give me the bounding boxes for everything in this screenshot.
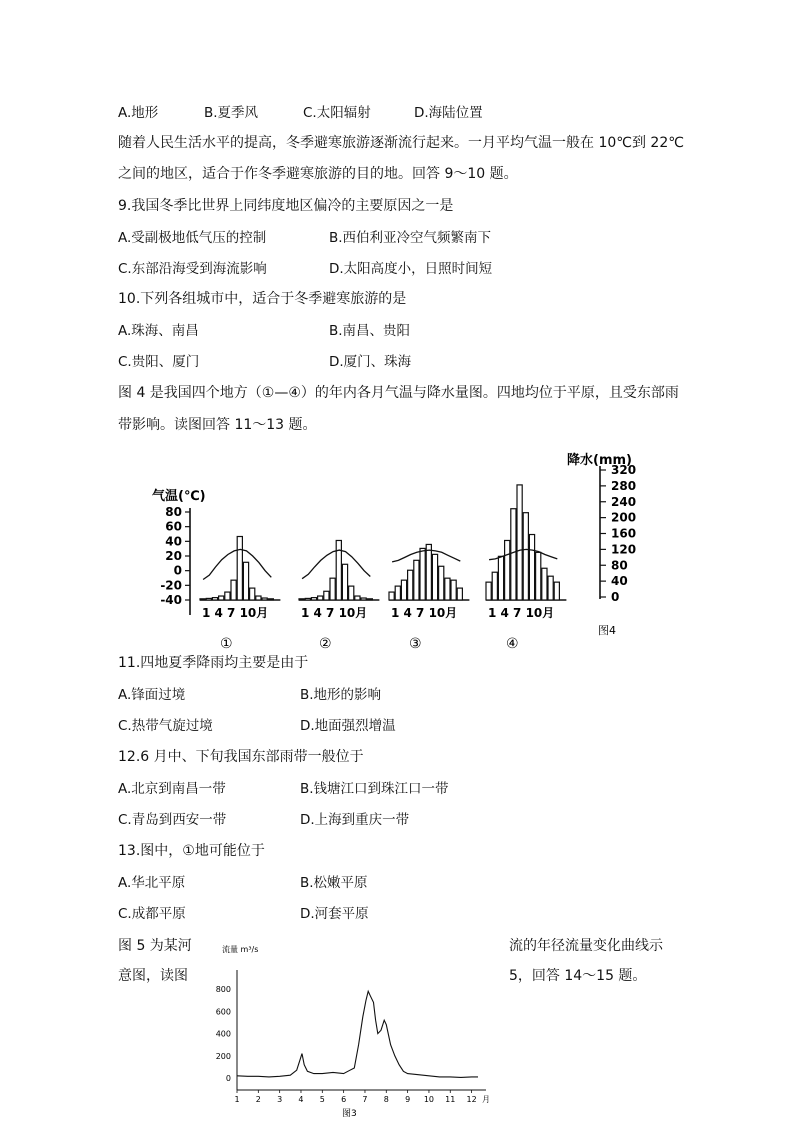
q8-option-b: B.夏季风 — [204, 105, 259, 121]
fig4-precip-bar — [548, 576, 553, 600]
fig5-x-tick-label: 11 — [445, 1095, 456, 1104]
fig4-precip-bar — [237, 537, 242, 601]
figure-4-climate-charts — [0, 440, 794, 655]
fig4-right-axis-title: 降水(mm) — [567, 453, 632, 468]
q11-stem: 11.四地夏季降雨均主要是由于 — [118, 655, 309, 671]
q11-option-c: C.热带气旋过境 — [118, 718, 213, 734]
fig4-panel-label: ② — [319, 636, 332, 652]
fig4-precip-bar — [250, 588, 255, 600]
fig4-precip-bar — [401, 580, 406, 600]
fig4-panel-4 — [486, 485, 566, 652]
fig4-left-tick-label: 0 — [173, 563, 182, 578]
intro-9-10-line1: 随着人民生活水平的提高，冬季避寒旅游逐渐流行起来。一月平均气温一般在 10℃到 22℃ — [118, 135, 684, 151]
fig4-right-tick-label: 160 — [611, 526, 637, 541]
fig4-precip-bar — [318, 596, 323, 600]
q13-stem: 13.图中，①地可能位于 — [118, 843, 265, 859]
fig4-precip-bar — [498, 556, 503, 600]
intro-11-13-line2: 带影响。读图回答 11～13 题。 — [118, 417, 317, 433]
fig5-y-tick-label: 0 — [225, 1074, 231, 1083]
fig4-right-tick-label: 120 — [611, 542, 637, 557]
intro-11-13-line1: 图 4 是我国四个地方（①—④）的年内各月气温与降水量图。四地均位于平原，且受东部雨 — [118, 385, 679, 401]
fig4-precip-bar — [256, 596, 261, 600]
fig4-precip-bar — [414, 560, 419, 600]
fig4-precip-bar — [439, 566, 444, 600]
fig4-precip-bar — [225, 592, 230, 600]
q11-option-a: A.锋面过境 — [118, 687, 186, 703]
fig4-precip-bar — [451, 580, 456, 600]
q12-option-d: D.上海到重庆一带 — [300, 812, 410, 828]
fig4-precip-bar — [311, 598, 316, 600]
fig4-precip-bar — [529, 535, 534, 600]
fig4-month-ticks: 1 4 7 10月 — [301, 606, 368, 620]
fig4-precip-bar — [219, 596, 224, 600]
fig5-y-tick-label: 800 — [215, 985, 231, 995]
fig5-y-tick-label: 200 — [215, 1051, 231, 1061]
intro-14-15-line2-left: 意图，读图 — [118, 968, 188, 984]
fig5-x-unit: 月 — [482, 1095, 490, 1104]
fig5-x-tick-label: 8 — [383, 1095, 389, 1104]
q13-option-d: D.河套平原 — [300, 906, 369, 922]
fig4-left-tick-label: -20 — [160, 578, 182, 593]
q10-option-d: D.厦门、珠海 — [329, 354, 412, 370]
fig4-right-tick-label: 40 — [611, 574, 628, 589]
fig4-precip-bar — [426, 544, 431, 600]
fig4-precip-bar — [212, 598, 217, 600]
fig4-precip-bar — [517, 485, 522, 600]
fig4-left-tick-label: -40 — [160, 593, 182, 607]
fig4-precip-bar — [523, 513, 528, 600]
fig4-precip-bar — [299, 599, 304, 600]
fig4-precip-bar — [445, 578, 450, 600]
q9-option-d: D.太阳高度小，日照时间短 — [329, 261, 493, 277]
fig4-left-axis — [160, 505, 190, 615]
fig4-precip-bar — [342, 564, 347, 600]
intro-14-15-line1-left: 图 5 为某河 — [118, 938, 192, 954]
q10-stem: 10.下列各组城市中，适合于冬季避寒旅游的是 — [118, 291, 407, 307]
fig4-precip-bar — [330, 578, 335, 600]
fig4-caption: 图4 — [598, 624, 616, 637]
fig4-month-ticks: 1 4 7 10月 — [391, 606, 458, 620]
fig4-precip-bar — [542, 568, 547, 600]
fig4-precip-bar — [231, 580, 236, 600]
q11-option-d: D.地面强烈增温 — [300, 718, 396, 734]
intro-9-10-line2: 之间的地区，适合于作冬季避寒旅游的目的地。回答 9～10 题。 — [118, 166, 518, 182]
fig4-precip-bar — [554, 582, 559, 600]
fig4-panel-1 — [200, 537, 280, 653]
fig4-precip-bar — [511, 509, 516, 600]
fig4-right-axis — [600, 463, 636, 604]
fig4-right-tick-label: 0 — [611, 590, 620, 604]
fig4-precip-bar — [367, 599, 372, 600]
fig5-ylabel — [222, 944, 258, 954]
fig4-precip-bar — [395, 586, 400, 600]
fig5-axes — [237, 970, 486, 1090]
fig4-precip-bar — [349, 586, 354, 600]
figure-5-runoff-chart — [195, 938, 495, 1120]
q10-option-b: B.南昌、贵阳 — [329, 323, 411, 339]
q9-option-a: A.受副极地低气压的控制 — [118, 230, 267, 246]
q8-option-c: C.太阳辐射 — [303, 105, 371, 121]
q8-option-a: A.地形 — [118, 105, 159, 121]
fig5-y-tick-label: 400 — [215, 1029, 231, 1039]
fig4-right-tick-label: 240 — [611, 494, 637, 509]
q9-option-b: B.西伯利亚冷空气频繁南下 — [329, 230, 492, 246]
q13-option-c: C.成都平原 — [118, 906, 186, 922]
fig4-precip-bar — [243, 562, 248, 600]
fig5-ticks — [216, 985, 490, 1104]
fig4-precip-bar — [505, 540, 510, 600]
q13-option-b: B.松嫩平原 — [300, 875, 368, 891]
q12-option-b: B.钱塘江口到珠江口一带 — [300, 781, 449, 797]
fig4-month-ticks: 1 4 7 10月 — [488, 606, 555, 620]
fig5-x-tick-label: 5 — [319, 1095, 325, 1104]
fig4-precip-bar — [200, 599, 205, 600]
fig5-x-tick-label: 6 — [341, 1095, 347, 1104]
fig5-x-tick-label: 4 — [298, 1095, 304, 1104]
fig4-precip-bar — [420, 548, 425, 600]
fig5-runoff-line — [237, 991, 478, 1077]
q12-stem: 12.6 月中、下旬我国东部雨带一般位于 — [118, 749, 364, 765]
fig5-x-tick-label: 10 — [423, 1095, 435, 1104]
fig4-precip-bar — [324, 591, 329, 600]
q8-option-d: D.海陆位置 — [414, 105, 483, 121]
fig5-x-tick-label: 1 — [234, 1095, 240, 1104]
fig4-precip-bar — [305, 598, 310, 600]
fig5-x-tick-label: 3 — [277, 1095, 283, 1104]
fig4-left-tick-label: 80 — [165, 505, 182, 519]
fig4-precip-bar — [457, 588, 462, 600]
fig5-x-tick-label: 12 — [466, 1095, 477, 1104]
fig4-precip-bar — [408, 570, 413, 600]
fig4-right-tick-label: 320 — [611, 463, 637, 477]
fig5-x-tick-label: 9 — [405, 1095, 411, 1104]
fig4-left-tick-label: 20 — [165, 549, 182, 563]
fig4-right-tick-label: 80 — [611, 558, 628, 573]
fig5-ylabel-text: 流量 m³/s — [222, 945, 259, 954]
fig4-precip-bar — [486, 582, 491, 600]
fig4-precip-bar — [355, 596, 360, 600]
q12-option-c: C.青岛到西安一带 — [118, 812, 227, 828]
fig4-month-ticks: 1 4 7 10月 — [202, 606, 269, 620]
fig4-right-tick-label: 200 — [611, 510, 637, 525]
fig4-left-axis-title: 气温(℃) — [152, 489, 206, 504]
fig4-right-tick-label: 280 — [611, 478, 637, 493]
fig4-precip-bar — [361, 598, 366, 600]
q10-option-c: C.贵阳、厦门 — [118, 354, 200, 370]
fig4-precip-bar — [536, 552, 541, 600]
fig4-panel-label: ③ — [409, 636, 422, 652]
q12-option-a: A.北京到南昌一带 — [118, 781, 226, 797]
fig4-panel-3 — [389, 544, 469, 652]
fig4-panels — [200, 485, 566, 652]
fig5-x-tick-label: 7 — [362, 1095, 368, 1104]
fig4-precip-bar — [432, 554, 437, 600]
fig5-caption: 图3 — [342, 1109, 357, 1119]
fig5-x-tick-label: 2 — [255, 1095, 261, 1104]
q9-option-c: C.东部沿海受到海流影响 — [118, 261, 267, 277]
fig4-left-tick-label: 60 — [165, 519, 182, 534]
fig4-precip-bar — [336, 540, 341, 600]
fig4-precip-bar — [262, 598, 267, 600]
intro-14-15-line2-right: 5，回答 14～15 题。 — [509, 968, 647, 984]
fig4-precip-bar — [492, 572, 497, 600]
intro-14-15-line1-right: 流的年径流量变化曲线示 — [509, 938, 663, 954]
q9-stem: 9.我国冬季比世界上同纬度地区偏冷的主要原因之一是 — [118, 198, 454, 214]
q11-option-b: B.地形的影响 — [300, 687, 382, 703]
fig4-precip-bar — [268, 599, 273, 600]
fig4-precip-bar — [206, 598, 211, 600]
fig4-panel-label: ① — [220, 636, 233, 652]
fig5-y-tick-label: 600 — [215, 1007, 231, 1017]
q13-option-a: A.华北平原 — [118, 875, 186, 891]
fig4-precip-bar — [389, 592, 394, 600]
q10-option-a: A.珠海、南昌 — [118, 323, 199, 339]
fig4-left-tick-label: 40 — [165, 534, 182, 549]
fig4-panel-label: ④ — [506, 636, 519, 652]
fig4-panel-2 — [299, 540, 379, 652]
